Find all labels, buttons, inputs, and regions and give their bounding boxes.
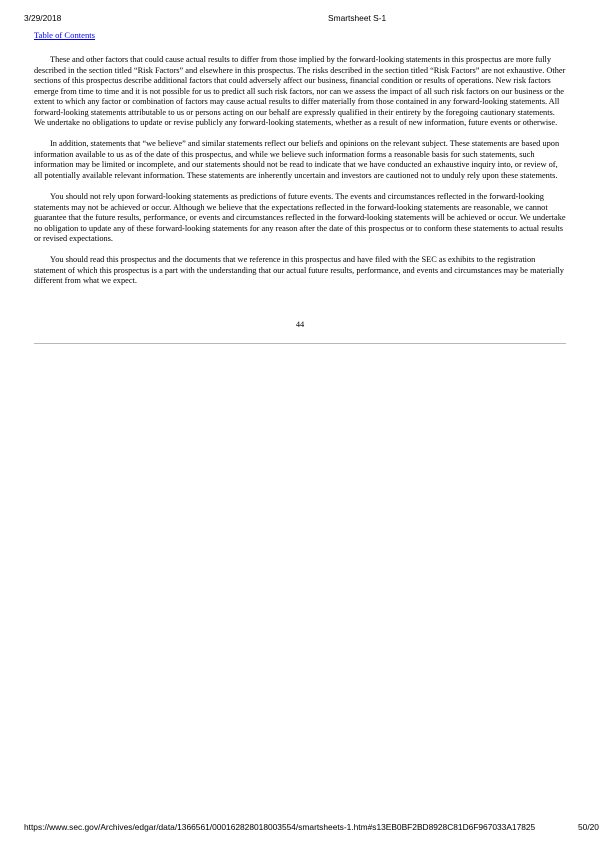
page-number: 44 [295, 320, 305, 329]
page-divider [34, 343, 566, 344]
table-of-contents-link[interactable]: Table of Contents [34, 30, 95, 40]
document-body [34, 55, 566, 297]
print-header [24, 13, 600, 25]
paragraph-risk-factors: These and other factors that could cause actual results to differ from those implied by the forward-looking statements in this prospectus are more fully described in the section titled “Risk Factors” and elsewhere in this prospectus. The risks described in the section titled “Risk Factors” are not exhaustive. Other sections of this prospectus describe additional factors that could adversely affect our business, financial condition or results of operations. New risk factors emerge from time to time and it is not possible for us to predict all such risk factors, nor can we assess the impact of all such risk factors on our business or the extent to which any factor or combination of factors may cause actual results to differ materially from those contained in any forward-looking statements. All forward-looking statements attributable to us or persons acting on our behalf are expressly qualified in their entirety by the foregoing cautionary statements. We undertake no obligations to update or revise publicly any forward-looking statements, whether as a result of new information, future events or otherwise. [34, 55, 566, 128]
paragraph-we-believe: In addition, statements that “we believe” and similar statements reflect our beliefs and opinions on the relevant subject. These statements are based upon information available to us as of the date of this prospectus, and while we believe such information forms a reasonable basis for such statements, such information may be limited or incomplete, and our statements should not be read to indicate that we have conducted an exhaustive inquiry into, or review of, all potentially available relevant information. These statements are inherently uncertain and investors are cautioned not to unduly rely upon these statements. [34, 139, 560, 180]
print-date: 3/29/2018 [24, 13, 62, 23]
paragraph-read-prospectus: You should read this prospectus and the documents that we reference in this prospectus and have filed with the SEC as exhibits to the registration statement of which this prospectus is a part with the understanding that our actual future results, performance, and events and circumstances may be materially different from what we expect. [34, 255, 564, 286]
print-url: https://www.sec.gov/Archives/edgar/data/1366561/000162828018003554/smartsheets-1.htm#s13EB0BF2BD8928C81D6F967033A17825 [24, 822, 536, 832]
paragraph-reliance: You should not rely upon forward-looking statements as predictions of future events. The events and circumstances reflected in the forward-looking statements may not be achieved or occur. Although we believe that the expectations reflected in the forward-looking statements are reasonable, we cannot guarantee that the future results, performance, or events and circumstances reflected in the forward-looking statements will be achieved or occur. We undertake no obligation to update any of these forward-looking statements for any reason after the date of this prospectus or to conform these statements to actual results or revised expectations. [34, 192, 566, 244]
print-page-count: 50/20 [578, 822, 599, 832]
print-document-title: Smartsheet S-1 [328, 13, 387, 23]
